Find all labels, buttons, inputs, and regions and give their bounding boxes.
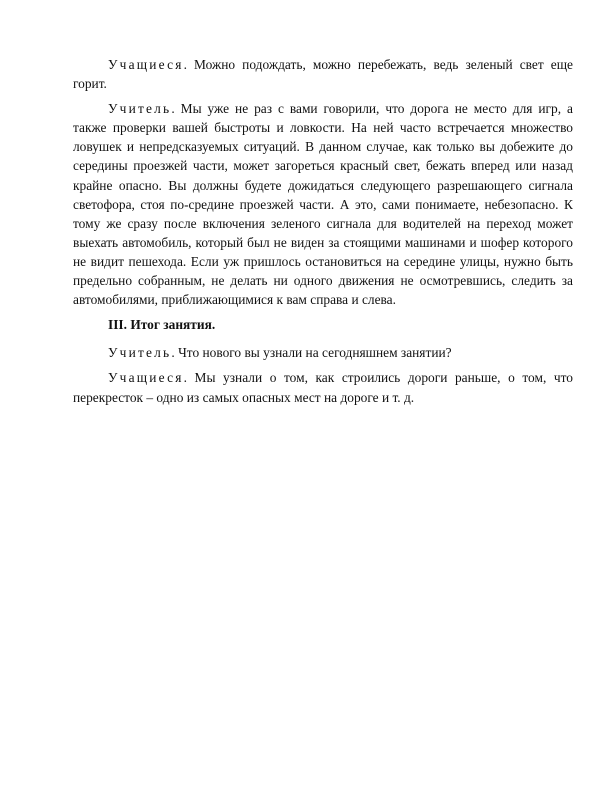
paragraph-students-1 (73, 55, 573, 93)
section-heading: III. Итог занятия. (108, 317, 216, 333)
paragraph-students-2 (73, 368, 573, 406)
speaker-label: Учитель (108, 101, 172, 117)
paragraph-teacher-2 (73, 343, 573, 362)
paragraph-text: . Мы уже не раз с вами говорили, что дорога не место для игр, а также проверки вашей быстроты и ловкости. На ней часто встречается множество ловушек и непредсказуемых ситуаций. В данном случае, как только вы добежите до середины проезжей части, может загореться красный свет, бежать вперед или назад крайне опасно. Вы должны будете дожидаться следующего разрешающего сигнала светофора, стоя по-средине проезжей части. А это, сами понимаете, небезопасно. К тому же сразу после включения зеленого сигнала для водителей на переход может выехать автомобиль, который был не виден за стоящими машинами и шофер которого не видит пешехода. Если уж пришлось остановиться на середине улицы, нужно быть предельно собранным, не делать ни одного движения не осмотревшись, следить за автомобилями, приближающимися к вам справа и слева. (73, 101, 573, 308)
document-page (73, 55, 573, 413)
speaker-label: Учащиеся (108, 370, 184, 386)
paragraph-text: . Мы узнали о том, как строились дороги раньше, о том, что перекресток – одно из самых опасных мест на дороге и т. д. (73, 370, 573, 405)
speaker-label: Учащиеся (108, 57, 184, 72)
paragraph-teacher-1 (73, 99, 573, 309)
paragraph-text: . Можно подождать, можно перебежать, ведь зеленый свет еще горит. (73, 57, 573, 92)
paragraph-text: . Что нового вы узнали на сегодняшнем занятии? (171, 345, 452, 361)
speaker-label: Учитель (108, 345, 172, 361)
